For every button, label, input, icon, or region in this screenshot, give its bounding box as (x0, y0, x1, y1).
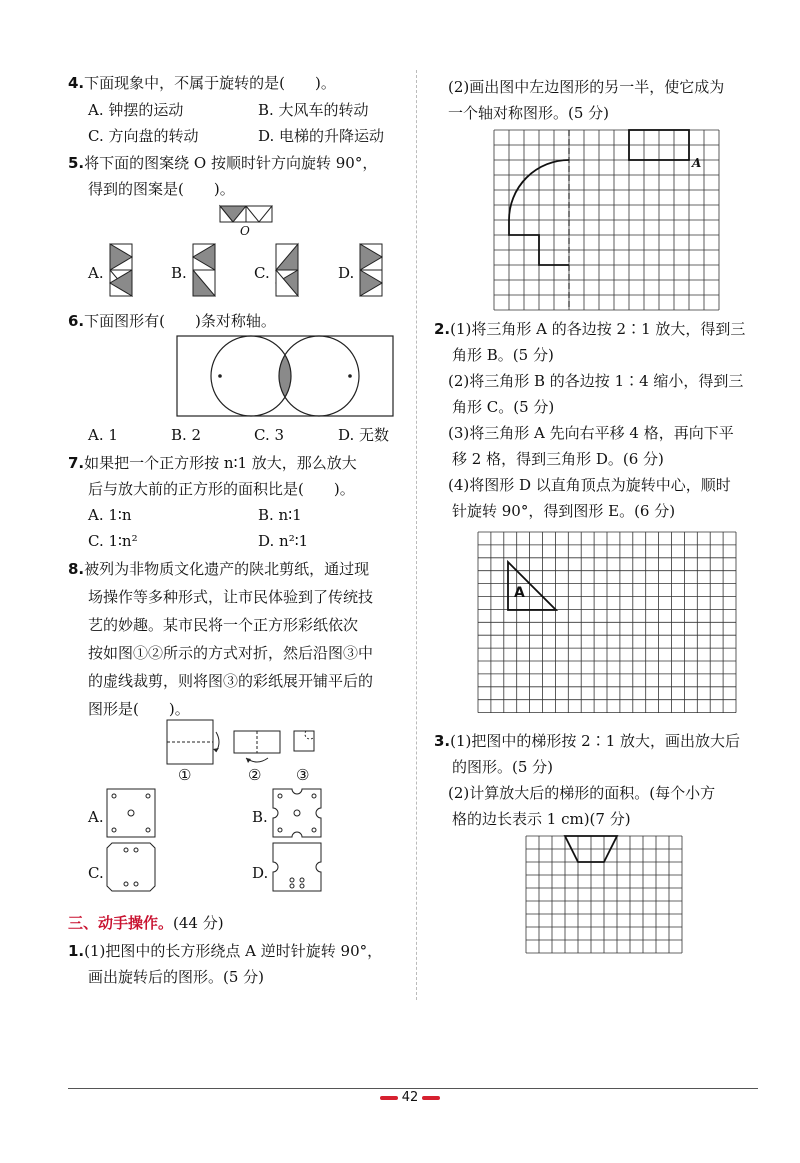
q4-text: 下面现象中，不属于旋转的是( )。 (84, 74, 336, 92)
p3-number: 3. (434, 732, 451, 750)
q6-option-b: B. 2 (171, 426, 202, 444)
q6-stem (68, 310, 276, 332)
q8-text-1: 被列为非物质文化遗产的陕北剪纸，通过现 (84, 560, 370, 578)
page-number-left-dash (380, 1096, 398, 1100)
p1-line-1 (68, 940, 382, 962)
p1-grid-figure (494, 130, 718, 310)
q7-number: 7. (68, 454, 85, 472)
p1-point-a-label: A (692, 156, 702, 170)
section-3-title: 三、动手操作。 (68, 914, 174, 932)
p2-line-5: (3)将三角形 A 先向右平移 4 格，再向下平 (448, 424, 734, 442)
q6-option-d: D. 无数 (338, 426, 390, 444)
p1-text-1: (1)把图中的长方形绕点 A 逆时针旋转 90°， (84, 942, 383, 960)
column-divider (416, 70, 417, 1000)
p2-line-6: 移 2 格，得到三角形 D。(6 分) (452, 450, 664, 468)
q5-option-c-label: C. (254, 264, 270, 282)
q4-number: 4. (68, 74, 85, 92)
q5-text-1: 将下面的图案绕 O 按顺时针方向旋转 90°， (84, 154, 378, 172)
page-number-text: 42 (401, 1090, 419, 1105)
p1-line-4: 一个轴对称图形。(5 分) (448, 104, 610, 122)
page-number (370, 1090, 450, 1105)
q6-text: 下面图形有( )条对称轴。 (84, 312, 276, 330)
p2-text-1: (1)将三角形 A 的各边按 2∶1 放大，得到三 (450, 320, 746, 338)
q8-stem-2: 场操作等多种形式，让市民体验到了传统技 (88, 588, 374, 606)
q6-option-c: C. 3 (254, 426, 285, 444)
q8-fig1-label: ① (178, 766, 192, 784)
q7-option-a: A. 1∶n (88, 506, 132, 524)
q8-stem-1 (68, 558, 369, 580)
p2-line-8: 针旋转 90°，得到图形 E。(6 分) (452, 502, 676, 520)
q8-stem-6: 图形是( )。 (88, 700, 190, 718)
q4-option-b: B. 大风车的转动 (258, 101, 369, 119)
q5-option-a-label: A. (88, 264, 104, 282)
p3-text-1: (1)把图中的梯形按 2∶1 放大，画出放大后 (450, 732, 741, 750)
p1-line-3: (2)画出图中左边图形的另一半，使它成为 (448, 78, 725, 96)
q7-text-1: 如果把一个正方形按 n∶1 放大，那么放大 (84, 454, 357, 472)
p2-grid-figure (478, 532, 738, 708)
q5-option-b-label: B. (171, 264, 187, 282)
p2-line-7: (4)将图形 D 以直角顶点为旋转中心，顺时 (448, 476, 731, 494)
q8-option-b-figure (272, 788, 322, 838)
p1-line-2: 画出旋转后的图形。(5 分) (88, 968, 265, 986)
q8-option-d-label: D. (252, 864, 269, 882)
q6-option-a: A. 1 (88, 426, 118, 444)
q5-option-d-figure (360, 244, 382, 296)
p2-number: 2. (434, 320, 451, 338)
p3-line-1 (434, 730, 740, 752)
q8-option-c-label: C. (88, 864, 104, 882)
q4-option-c: C. 方向盘的转动 (88, 127, 199, 145)
q4-option-a: A. 钟摆的运动 (88, 101, 184, 119)
q7-option-b: B. n∶1 (258, 506, 302, 524)
page-number-right-dash (422, 1096, 440, 1100)
p2-line-2: 角形 B。(5 分) (452, 346, 554, 364)
p1-number: 1. (68, 942, 85, 960)
q4-stem (68, 72, 336, 94)
p2-line-4: 角形 C。(5 分) (452, 398, 555, 416)
section-3-points: (44 分) (173, 914, 224, 932)
q6-figure (176, 335, 394, 417)
q8-option-c-figure (106, 842, 156, 892)
q8-fold-diagram (166, 718, 326, 768)
q5-number: 5. (68, 154, 85, 172)
p2-line-1 (434, 318, 745, 340)
q5-option-c-figure (276, 244, 298, 296)
q4-option-d: D. 电梯的升降运动 (258, 127, 385, 145)
q5-option-d-label: D. (338, 264, 355, 282)
q5-stem-1 (68, 152, 377, 174)
p3-line-2: 的图形。(5 分) (452, 758, 554, 776)
p3-line-4: 格的边长表示 1 cm)(7 分) (452, 810, 631, 828)
p2-triangle-a-label: A (514, 585, 525, 601)
p2-line-3: (2)将三角形 B 的各边按 1∶4 缩小，得到三 (448, 372, 744, 390)
q8-option-a-label: A. (88, 808, 104, 826)
q8-fig3-label: ③ (296, 766, 310, 784)
q5-option-a-figure (110, 244, 132, 296)
q8-number: 8. (68, 560, 85, 578)
q6-number: 6. (68, 312, 85, 330)
q5-pivot-label: O (240, 224, 250, 238)
q8-stem-3: 艺的妙趣。某市民将一个正方形彩纸依次 (88, 616, 359, 634)
p3-line-3: (2)计算放大后的梯形的面积。(每个小方 (448, 784, 716, 802)
q8-fig2-label: ② (248, 766, 262, 784)
q7-stem-1 (68, 452, 357, 474)
q7-option-d: D. n²∶1 (258, 532, 309, 550)
q8-option-a-figure (106, 788, 156, 838)
q5-stem-2: 得到的图案是( )。 (88, 180, 235, 198)
q8-option-d-figure (272, 842, 322, 892)
p3-grid-figure (526, 836, 684, 954)
section-3-heading (68, 912, 224, 934)
q7-stem-2: 后与放大前的正方形的面积比是( )。 (88, 480, 355, 498)
q8-option-b-label: B. (252, 808, 268, 826)
footer-rule (68, 1088, 758, 1089)
q5-option-b-figure (193, 244, 215, 296)
q8-stem-4: 按如图①②所示的方式对折，然后沿图③中 (88, 644, 374, 662)
q8-stem-5: 的虚线裁剪，则将图③的彩纸展开铺平后的 (88, 672, 374, 690)
q7-option-c: C. 1∶n² (88, 532, 138, 550)
